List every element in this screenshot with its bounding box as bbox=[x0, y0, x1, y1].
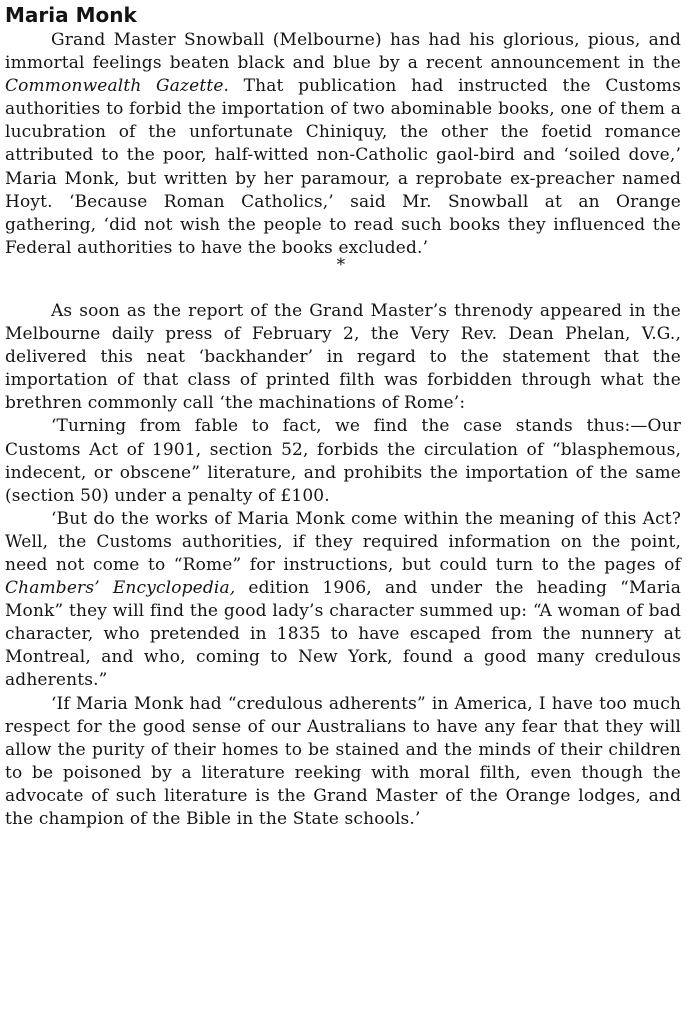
paragraph-snowball bbox=[5, 29, 681, 260]
paragraph-text: edition 1906, and under the heading “Maria Monk” they will find the good lady’s character summed up: “A woman of bad character, who pretended in 1835 to have escaped from the nunnery at Montreal, and who, coming to New York, found a good many credulous adherents.” bbox=[5, 578, 681, 691]
separator-asterisk: * bbox=[336, 254, 346, 275]
paragraph-conclusion bbox=[5, 693, 681, 832]
article-title: Maria Monk bbox=[5, 3, 137, 27]
paragraph-text: ‘Turning from fable to fact, we find the case stands thus:—Our Customs Act of 1901, section 52, forbids the circulation of “blasphemous, indecent, or obscene” literature, and prohibits the importation of the same (section 50) under a penalty of £100. bbox=[5, 416, 681, 506]
publication-name: Commonwealth Gazette. bbox=[5, 76, 230, 97]
paragraph-text: ‘But do the works of Maria Monk come within the meaning of this Act? Well, the Customs authorities, if they required information on the point, need not come to “Rome” for instructions, but could turn to the pages of bbox=[5, 508, 681, 575]
encyclopedia-title: Chambers’ Encyclopedia, bbox=[5, 578, 236, 599]
paragraph-text: Grand Master Snowball (Melbourne) has had his glorious, pious, and immortal feelings beaten black and blue by a recent announcement in the bbox=[5, 30, 681, 74]
paragraph-text: That publication had instructed the Customs authorities to forbid the importation of two abominable books, one of them a lucubration of the unfortunate Chiniquy, the other the foetid romance attributed to the poor, half-witted non-Catholic gaol-bird and ‘soiled dove,’ Maria Monk, but written by her paramour, a reprobate ex-preacher named Hoyt. ‘Because Roman Catholics,’ said Mr. Snowball at an Orange gathering, ‘did not wish the people to read such books they influenced the Federal authorities to have the books excluded.’ bbox=[5, 76, 682, 258]
paragraph-customs-act bbox=[5, 415, 681, 507]
section-separator bbox=[5, 254, 681, 300]
paragraph-text: As soon as the report of the Grand Master’s threnody appeared in the Melbourne daily press of February 2, the Very Rev. Dean Phelan, V.G., delivered this neat ‘backhander’ in regard to the statement that the importation of that class of printed filth was forbidden through what the brethren commonly call ‘the machinations of Rome’: bbox=[5, 300, 681, 414]
paragraph-text: ‘If Maria Monk had “credulous adherents” in America, I have too much respect for the good sense of our Australians to have any fear that they will allow the purity of their homes to be stained and the minds of their children to be poisoned by a literature reeking with moral filth, even though the advocate of such literature is the Grand Master of the Orange lodges, and the champion of the Bible in the State schools.’ bbox=[5, 693, 681, 829]
paragraph-phelan bbox=[5, 300, 681, 415]
paragraph-chambers bbox=[5, 508, 681, 693]
article-body bbox=[5, 29, 681, 831]
